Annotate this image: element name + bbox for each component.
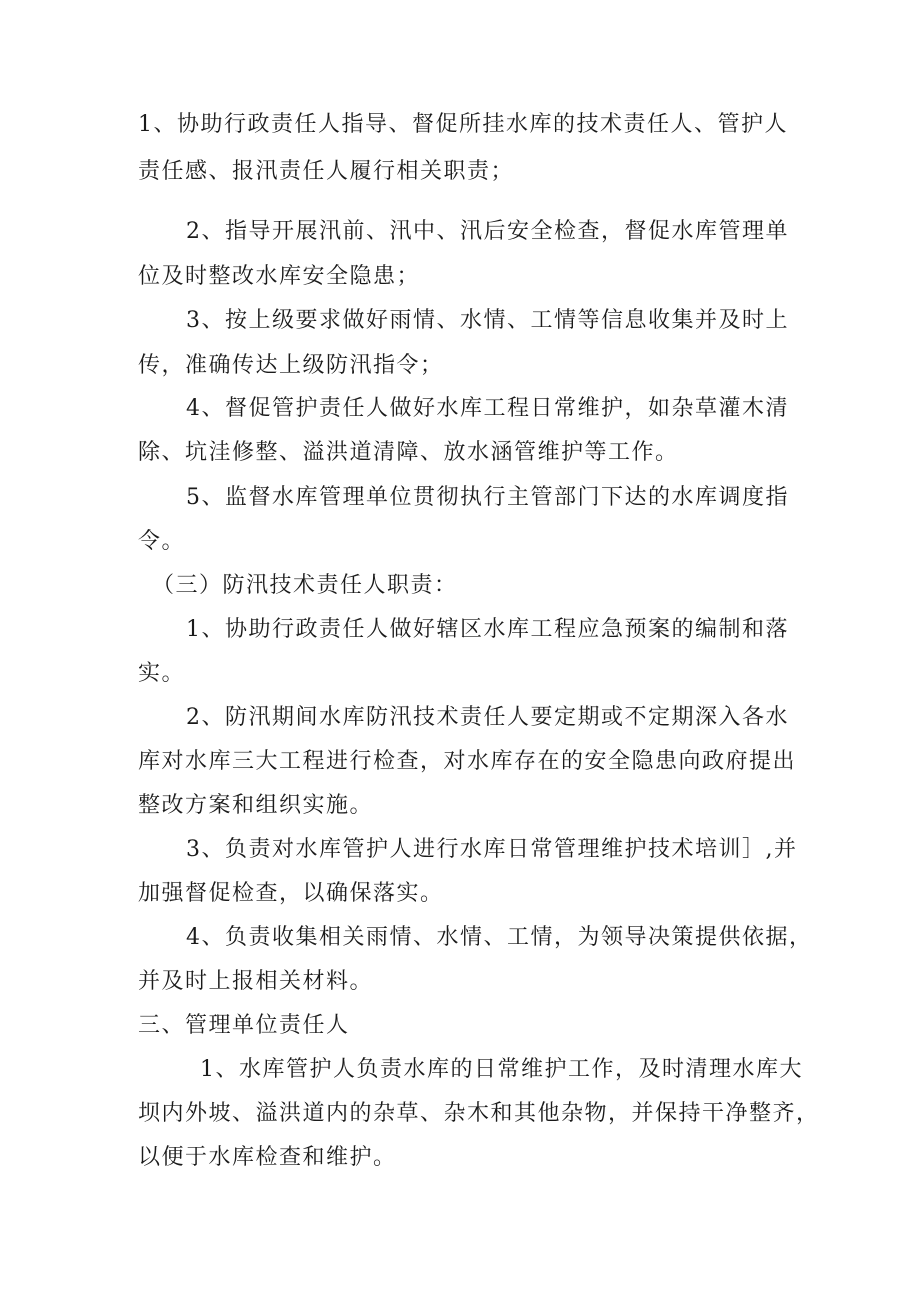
text-line: 1、协助行政责任人指导、督促所挂水库的技术责任人、管护人 (138, 112, 788, 137)
text-line: 5、监督水库管理单位贯彻执行主管部门下达的水库调度指 (186, 485, 789, 510)
text-line: 责任感、报汛责任人履行相关职责； (138, 159, 515, 184)
text-line: 4、负责收集相关雨情、水情、工情，为领导决策提供依据， (186, 925, 813, 950)
section-heading: （三）防汛技术责任人职责： (152, 573, 458, 598)
text-line: 加强督促检查，以确保落实。 (138, 881, 444, 906)
text-line: 库对水库三大工程进行检查，对水库存在的安全隐患向政府提出 (138, 749, 797, 774)
text-line: 以便于水库检查和维护。 (138, 1145, 397, 1170)
text-line: 整改方案和组织实施。 (138, 793, 374, 818)
text-line: 位及时整改水库安全隐患； (138, 264, 421, 289)
text-line: 4、督促管护责任人做好水库工程日常维护，如杂草灌木清 (186, 396, 789, 421)
text-line: 实。 (138, 661, 186, 686)
text-line: 传，准确传达上级防汛指令； (138, 353, 444, 378)
text-line: 1、协助行政责任人做好辖区水库工程应急预案的编制和落 (186, 617, 789, 642)
text-line: 3、按上级要求做好雨情、水情、工情等信息收集并及时上 (186, 308, 789, 333)
text-line: 令。 (138, 529, 186, 554)
text-line: 并及时上报相关材料。 (138, 969, 374, 994)
text-line: 1、水库管护人负责水库的日常维护工作，及时清理水库大 (200, 1057, 803, 1082)
section-heading: 三、管理单位责任人 (138, 1013, 350, 1038)
text-line: 3、负责对水库管护人进行水库日常管理维护技术培训］,并 (186, 837, 798, 862)
text-line: 2、指导开展汛前、汛中、汛后安全检查，督促水库管理单 (186, 219, 789, 244)
text-line: 坝内外坡、溢洪道内的杂草、杂木和其他杂物，并保持干净整齐， (138, 1101, 820, 1126)
text-line: 除、坑洼修整、溢洪道清障、放水涵管维护等工作。 (138, 440, 679, 465)
text-line: 2、防汛期间水库防汛技术责任人要定期或不定期深入各水 (186, 705, 789, 730)
